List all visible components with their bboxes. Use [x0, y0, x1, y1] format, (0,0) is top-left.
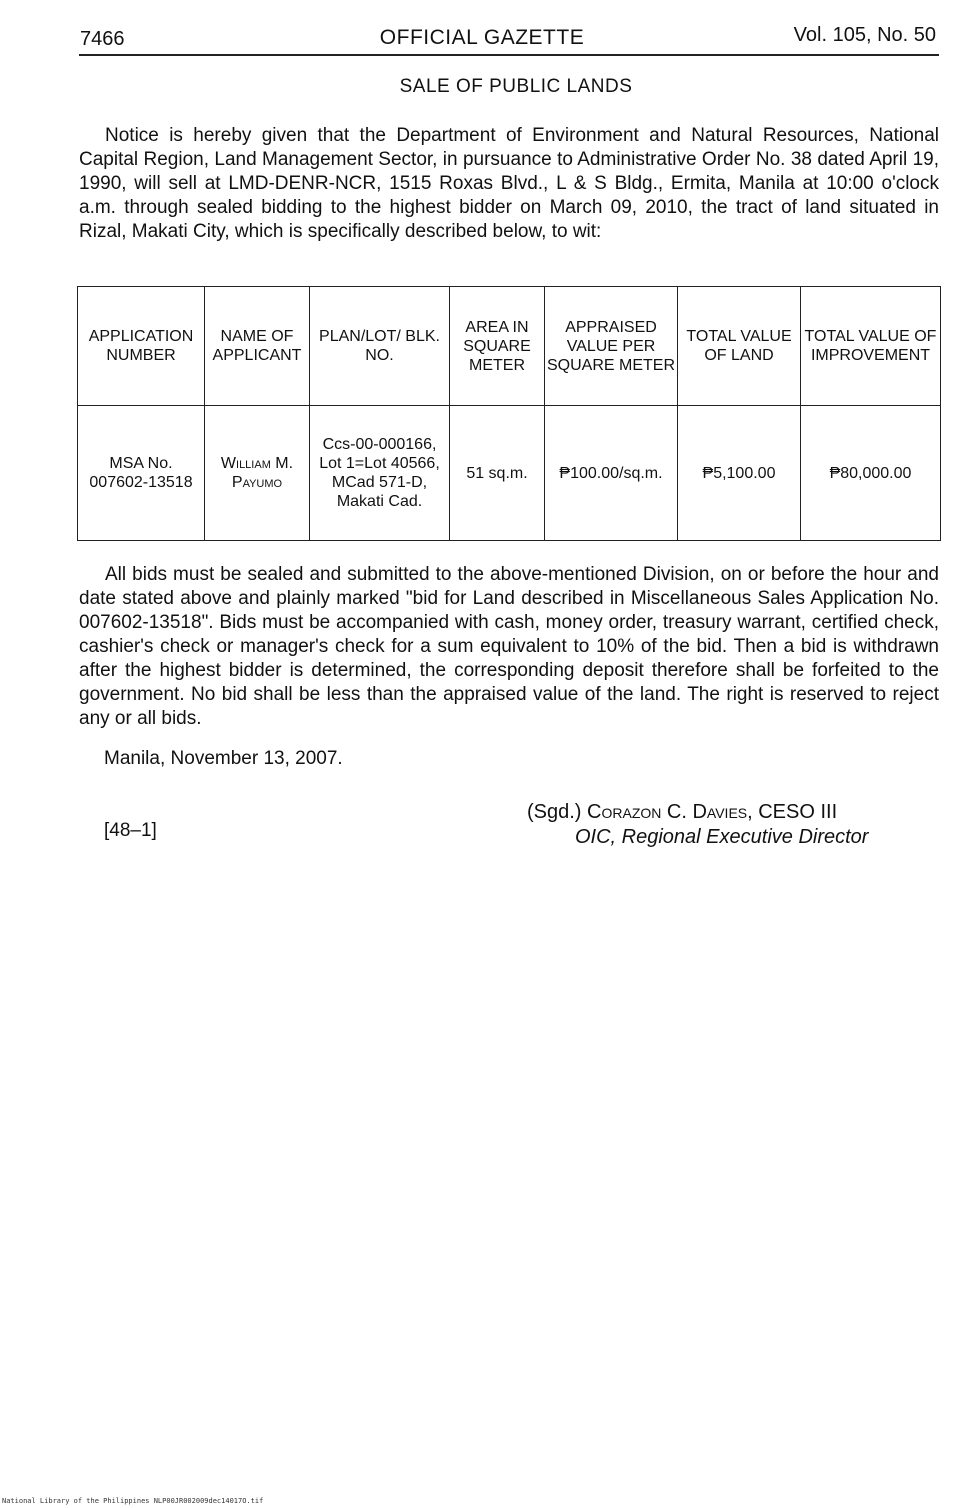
intro-paragraph: Notice is hereby given that the Department of Environment and Natural Resources, National Capital Region, Land Management Sector, in pursuance to Administrative Order No. 38 dated April 19, 1990, will sell at LMD-DENR-NCR, 1515 Roxas Blvd., L & S Bldg., Ermita, Manila at 10:00 o'clock a.m. through sealed bidding to the highest bidder on March 09, 2010, the tract of land situated in Rizal, Makati City, which is specifically described below, to wit:: [79, 125, 939, 242]
reference-number: [48–1]: [104, 820, 157, 841]
header-plan-lot: PLAN/LOT/ BLK. NO.: [310, 287, 450, 406]
land-table: [77, 286, 941, 541]
header-rule: [79, 54, 939, 56]
volume-number: Vol. 105, No. 50: [793, 24, 936, 46]
bids-paragraph: All bids must be sealed and submitted to the above-mentioned Division, on or before the hour and date stated above and plainly marked "bid for Land described in Miscellaneous Sales Application No. 007602-13518". Bids must be accompanied with cash, money order, treasury warrant, certified check, cashier's check or manager's check for a sum equivalent to 10% of the bid. Then a bid is withdrawn after the highest bidder is determined, the corresponding deposit therefore shall be forfeited to the government. No bid shall be less than the appraised value of the land. The right is reserved to reject any or all bids.: [79, 564, 939, 729]
section-title: SALE OF PUBLIC LANDS: [399, 76, 633, 97]
cell-plan-lot: Ccs-00-000166, Lot 1=Lot 40566, MCad 571-D, Makati Cad.: [310, 406, 450, 541]
header-total-land: TOTAL VALUE OF LAND: [678, 287, 801, 406]
signatory-suffix: , CESO III: [747, 801, 838, 823]
header-area: AREA IN SQUARE METER: [450, 287, 545, 406]
signatory-title: OIC, Regional Executive Director: [575, 826, 869, 848]
cell-total-land: ₱5,100.00: [678, 406, 801, 541]
page-number: 7466: [80, 28, 125, 50]
header-applicant: NAME OF APPLICANT: [205, 287, 310, 406]
cell-area: 51 sq.m.: [450, 406, 545, 541]
header-application-number: APPLICATION NUMBER: [78, 287, 205, 406]
table-header-row: [78, 287, 941, 406]
signatory-line: [527, 801, 837, 824]
publication-title: OFFICIAL GAZETTE: [379, 26, 585, 49]
cell-appraised-value: ₱100.00/sq.m.: [545, 406, 678, 541]
signatory-name: Corazon C. Davies: [587, 801, 748, 823]
cell-total-improvement: ₱80,000.00: [801, 406, 941, 541]
dateline: Manila, November 13, 2007.: [104, 748, 343, 769]
cell-applicant: William M. Payumo: [205, 406, 310, 541]
cell-application-number: MSA No. 007602-13518: [78, 406, 205, 541]
header-appraised-value: APPRAISED VALUE PER SQUARE METER: [545, 287, 678, 406]
header-total-improvement: TOTAL VALUE OF IMPROVEMENT: [801, 287, 941, 406]
signature-prefix: (Sgd.): [527, 801, 582, 823]
table-row: [78, 406, 941, 541]
scan-footer: National Library of the Philippines NLP00JR002009dec14017O.tif: [2, 1497, 264, 1505]
